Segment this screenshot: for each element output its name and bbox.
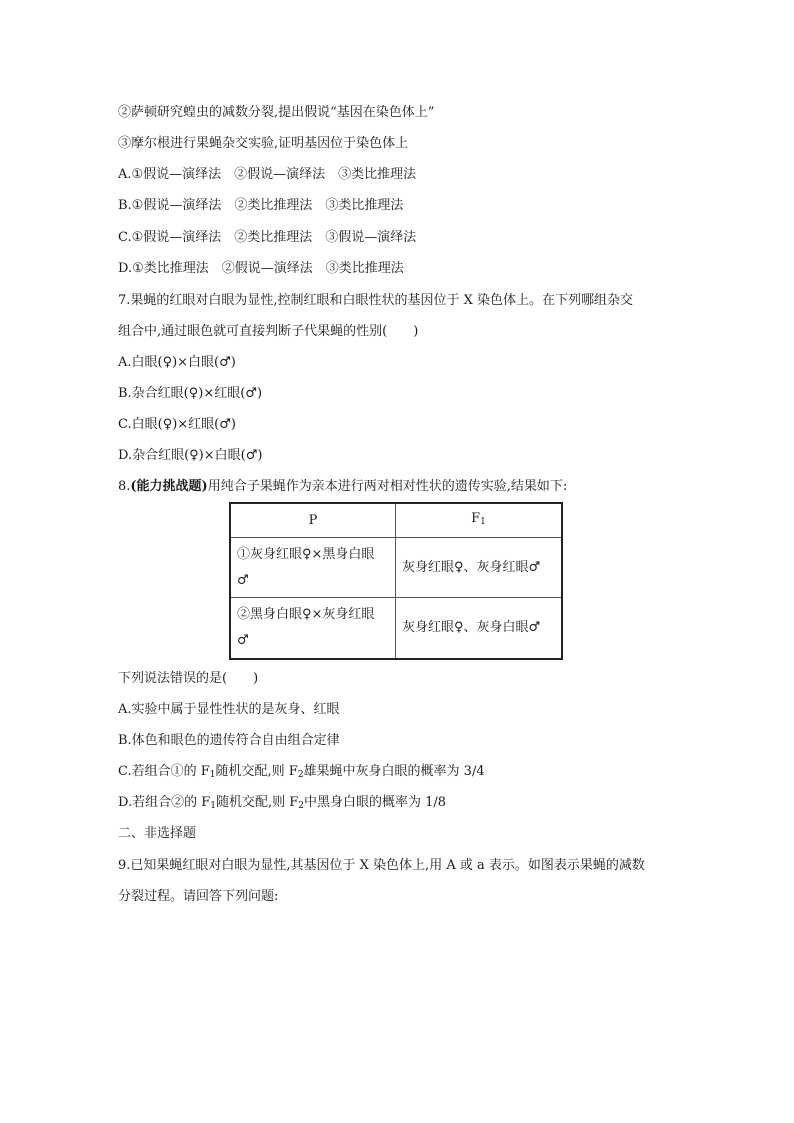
question-number: 8. (118, 479, 131, 494)
difficulty-tag: (能力挑战题) (130, 479, 208, 494)
table-row (230, 538, 562, 598)
question-8-ask: 下列说法错误的是( ) (118, 671, 259, 686)
section-heading: 二、非选择题 (118, 826, 197, 841)
option-b: B.体色和眼色的遗传符合自由组合定律 (118, 733, 340, 748)
question-7-stem-cont: 组合中,通过眼色就可直接判断子代果蝇的性别( ) (118, 324, 419, 339)
option-a: A.①假说—演绎法 ②假说—演绎法 ③类比推理法 (118, 167, 417, 182)
cross-2-parents: ②黑身白眼♀×灰身红眼 ♂ (230, 598, 396, 659)
question-9-stem: 9.已知果蝇红眼对白眼为显性,其基因位于 X 染色体上,用 A 或 a 表示。如图表示果蝇的减数 (118, 858, 645, 873)
option-b: B.①假说—演绎法 ②类比推理法 ③类比推理法 (118, 198, 404, 213)
question-7-stem: 7.果蝇的红眼对白眼为显性,控制红眼和白眼性状的基因位于 X 染色体上。在下列哪组杂交 (118, 293, 634, 308)
table-row (230, 598, 562, 659)
option-a: A.白眼(♀)×白眼(♂) (118, 355, 236, 370)
text-line: ③摩尔根进行果蝇杂交实验,证明基因位于染色体上 (118, 136, 409, 151)
header-f1: $F_1$ (396, 503, 563, 538)
option-d: D.杂合红眼(♀)×白眼(♂) (118, 448, 263, 463)
cross-1-parents: ①灰身红眼♀×黑身白眼 ♂ (230, 538, 396, 598)
question-text: 用纯合子果蝇作为亲本进行两对相对性状的遗传实验,结果如下: (207, 479, 568, 494)
option-c: C.白眼(♀)×红眼(♂) (118, 417, 236, 432)
option-c: C.①假说—演绎法 ②类比推理法 ③假说—演绎法 (118, 230, 417, 245)
header-parent: P (230, 503, 396, 538)
table-header-row (230, 503, 562, 538)
question-8-stem (118, 478, 567, 496)
text-line: ②萨顿研究蝗虫的减数分裂,提出假说“基因在染色体上” (118, 105, 435, 120)
cross-results-table (229, 502, 563, 660)
option-d: D.若组合②的 $F_1$随机交配,则 $F_2$中黑身白眼的概率为 1/8 (118, 795, 447, 811)
option-d: D.①类比推理法 ②假说—演绎法 ③类比推理法 (118, 261, 404, 276)
option-c: C.若组合①的 $F_1$随机交配,则 $F_2$雄果蝇中灰身白眼的概率为 3/4 (118, 764, 485, 780)
option-b: B.杂合红眼(♀)×红眼(♂) (118, 386, 263, 401)
cross-1-offspring: 灰身红眼♀、灰身红眼♂ (396, 538, 563, 598)
question-9-stem-cont: 分裂过程。请回答下列问题: (118, 889, 279, 904)
option-a: A.实验中属于显性性状的是灰身、红眼 (118, 702, 340, 717)
cross-2-offspring: 灰身红眼♀、灰身白眼♂ (396, 598, 563, 659)
